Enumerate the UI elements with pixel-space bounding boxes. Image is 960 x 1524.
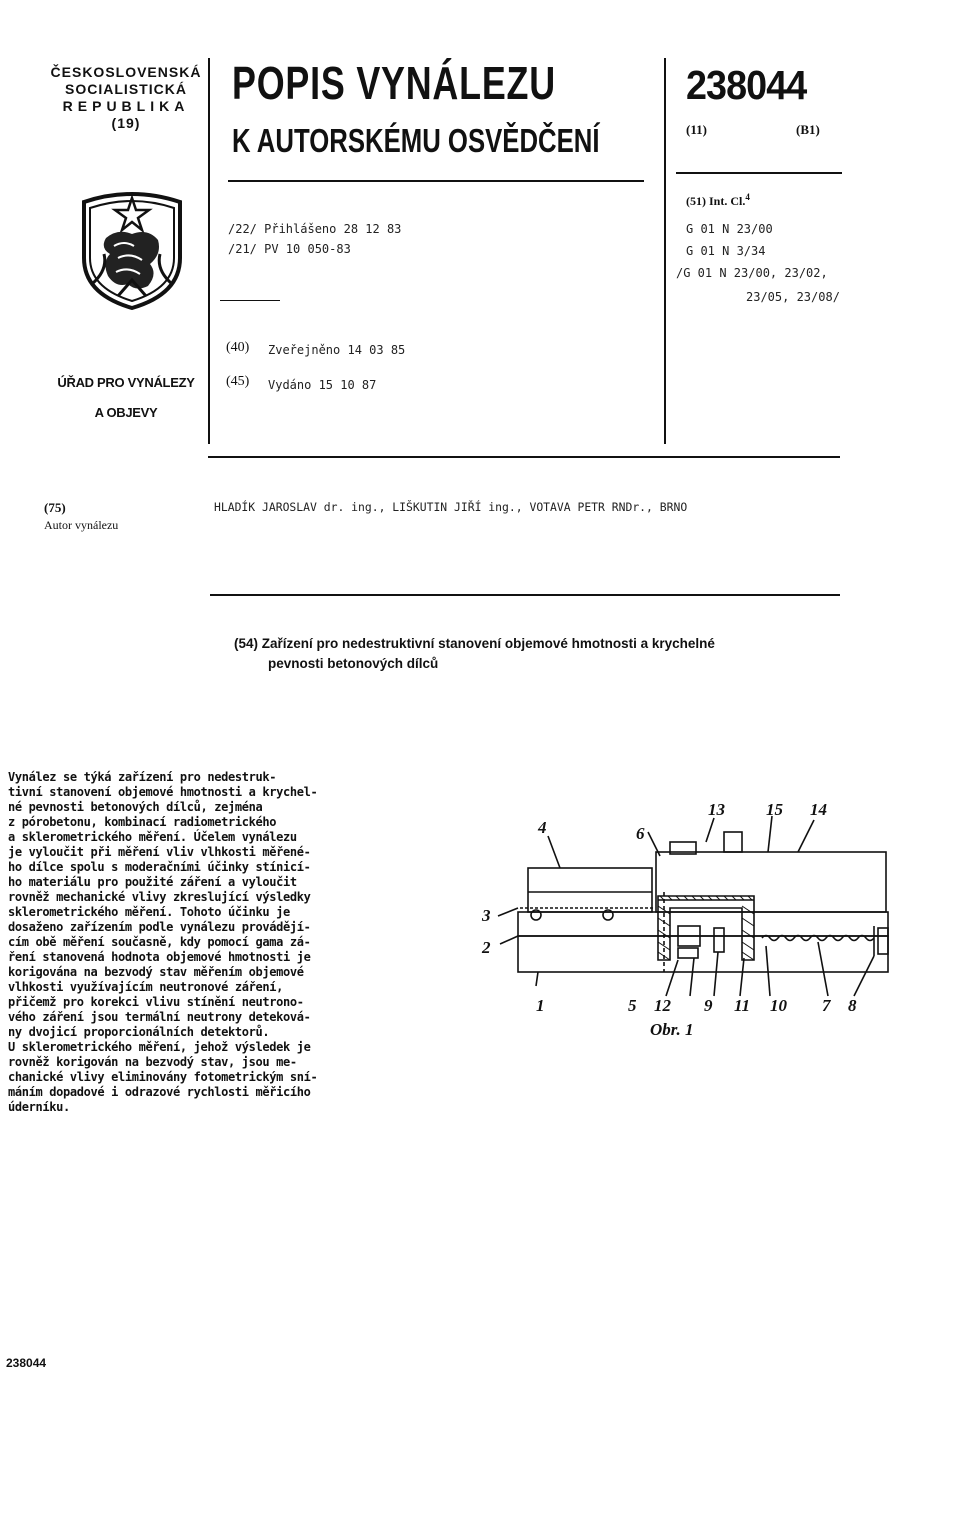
divider — [228, 180, 644, 182]
office-name — [42, 368, 210, 428]
figure-label: 14 — [810, 800, 827, 819]
invention-title-line: pevnosti betonových dílců — [268, 656, 439, 671]
divider — [208, 58, 210, 444]
abstract-line: né pevnosti betonových dílců, zejména — [8, 800, 263, 814]
abstract-line: tivní stanovení objemové hmotnosti a krychel- — [8, 785, 318, 799]
state-emblem-icon — [78, 188, 186, 310]
abstract-line: cím obě měření současně, kdy pomocí gama zá- — [8, 935, 311, 949]
country-line: ČESKOSLOVENSKÁ — [50, 64, 202, 80]
abstract-line: přičemž pro korekci vlivu stínění neutrono- — [8, 995, 304, 1009]
abstract-line: vlhkosti využívajícím neutronové záření, — [8, 980, 283, 994]
figure-label: 5 — [628, 996, 637, 1015]
document-subtitle: K AUTORSKÉMU OSVĚDČENÍ — [232, 122, 600, 159]
invention-title — [234, 634, 715, 674]
code-11: (11) — [686, 122, 707, 137]
abstract-line: chanické vlivy eliminovány fotometrickým sní- — [8, 1070, 318, 1084]
authors-names: HLADÍK JAROSLAV dr. ing., LIŠKUTIN JIŘÍ ing., VOTAVA PETR RNDr., BRNO — [214, 500, 688, 514]
abstract — [8, 770, 418, 1115]
classification-label-text: (51) Int. Cl. — [686, 194, 746, 208]
footer-patent-number: 238044 — [6, 1356, 47, 1370]
office-line: A OBJEVY — [94, 405, 158, 420]
figure-label: 6 — [636, 824, 645, 843]
country-line: (19) — [111, 115, 141, 131]
country-line: REPUBLIKA — [62, 98, 190, 114]
code-40: (40) — [226, 340, 250, 355]
code-b1: (B1) — [796, 122, 820, 137]
figure-label: 2 — [482, 938, 491, 957]
abstract-line: dosaženo zařízením podle vynálezu provádějí- — [8, 920, 311, 934]
invention-code: (54) — [234, 636, 259, 651]
abstract-line: rovněž mechanické vlivy zkreslující výsledky — [8, 890, 311, 904]
country-line: SOCIALISTICKÁ — [65, 81, 187, 97]
abstract-line: Vynález se týká zařízení pro nedestruk- — [8, 770, 277, 784]
abstract-line: z pórobetonu, kombinací radiometrického — [8, 815, 277, 829]
divider — [210, 594, 840, 596]
abstract-line: U sklerometrického měření, jehož výsledek je — [8, 1040, 311, 1054]
classification-label — [686, 192, 750, 209]
figure-caption: Obr. 1 — [650, 1020, 694, 1039]
abstract-line: ny dvojicí proporcionálních detektorů. — [8, 1025, 270, 1039]
abstract-line: rovněž korigován na bezvodý stav, jsou me- — [8, 1055, 297, 1069]
classification-line: 23/05, 23/08/ — [746, 290, 840, 304]
abstract-line: ření stanovená hodnota objemové hmotnosti je — [8, 950, 311, 964]
divider — [664, 58, 666, 444]
abstract-line: vého záření jsou termální neutrony deteková- — [8, 1010, 311, 1024]
issued-date: Vydáno 15 10 87 — [268, 378, 377, 392]
abstract-line: máním dopadové i odrazové rychlosti měřicího — [8, 1085, 311, 1099]
invention-title-text: Zařízení pro nedestruktivní stanovení objemové hmotnosti a krychelné — [261, 636, 715, 651]
classification-line: G 01 N 23/00 — [686, 222, 773, 236]
figure-label: 15 — [766, 800, 783, 819]
classification-superscript: 4 — [745, 192, 750, 202]
divider — [208, 456, 840, 458]
figure-label: 11 — [734, 996, 751, 1015]
authors-code: (75) — [44, 500, 66, 515]
patent-number: 238044 — [686, 62, 807, 108]
abstract-line: je vyloučit při měření vliv vlhkosti měřené- — [8, 845, 311, 859]
invention-title-line — [234, 634, 715, 654]
figure-label: 4 — [538, 818, 547, 837]
classification-line: /G 01 N 23/00, 23/02, — [676, 266, 828, 280]
authors-label: Autor vynálezu — [44, 518, 119, 532]
document-title: POPIS VYNÁLEZU — [232, 57, 556, 109]
divider — [220, 300, 280, 301]
abstract-line: korigována na bezvodý stav měřením objemové — [8, 965, 304, 979]
figure-label: 1 — [536, 996, 545, 1015]
abstract-line: a sklerometrického měření. Účelem vynálezu — [8, 830, 297, 844]
country-name — [42, 64, 210, 132]
abstract-line: úderníku. — [8, 1100, 70, 1114]
classification-line: G 01 N 3/34 — [686, 244, 766, 258]
figure-label: 9 — [704, 996, 713, 1015]
abstract-line: sklerometrického měření. Tohoto účinku je — [8, 905, 290, 919]
figure-label: 10 — [770, 996, 787, 1015]
figure-label: 3 — [482, 906, 491, 925]
figure-label: 8 — [848, 996, 857, 1015]
figure-label: 13 — [708, 800, 725, 819]
divider — [676, 172, 842, 174]
abstract-line: ho dílce spolu s moderačními účinky stínicí- — [8, 860, 311, 874]
code-45: (45) — [226, 374, 250, 389]
application-number: /21/ PV 10 050-83 — [228, 242, 351, 256]
office-line: ÚŘAD PRO VYNÁLEZY — [57, 375, 195, 390]
filing-date: /22/ Přihlášeno 28 12 83 — [228, 222, 402, 236]
figure-label: 12 — [654, 996, 671, 1015]
published-date: Zveřejněno 14 03 85 — [268, 343, 406, 357]
figure-label: 7 — [822, 996, 831, 1015]
abstract-line: ho materiálu pro použité záření a vyloučit — [8, 875, 297, 889]
